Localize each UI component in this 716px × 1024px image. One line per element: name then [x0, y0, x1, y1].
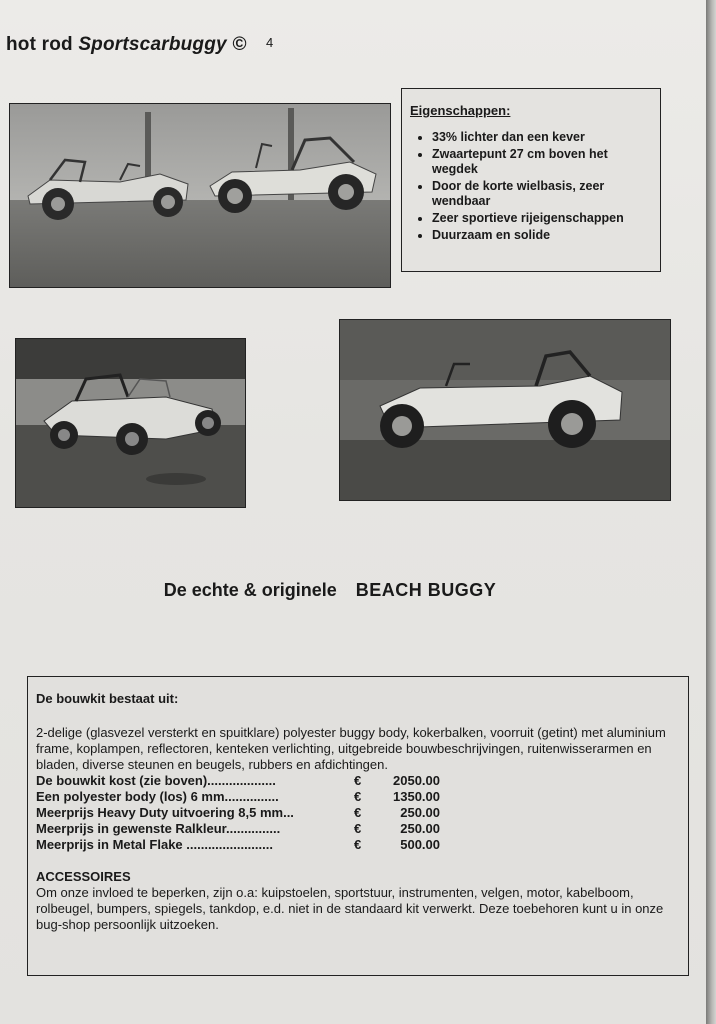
price-row	[36, 837, 440, 853]
properties-box	[401, 88, 661, 272]
properties-list	[410, 130, 652, 243]
property-item: • 33% lichter dan een kever	[432, 130, 652, 145]
price-currency: €	[354, 773, 362, 788]
price-amount: 1350.00	[393, 789, 440, 804]
tagline-lead: De echte & originele	[163, 580, 337, 600]
tagline-product: BEACH BUGGY	[355, 580, 497, 600]
photo-two-buggies	[9, 103, 391, 288]
property-item: • Door de korte wielbasis, zeer wendbaar	[432, 179, 652, 209]
price-row	[36, 789, 440, 805]
header-prefix: hot rod	[6, 34, 73, 55]
price-label: Meerprijs Heavy Duty uitvoering 8,5 mm...	[36, 805, 294, 820]
kit-description: 2-delige (glasvezel versterkt en spuitklare) polyester buggy body, kokerbalken, voorruit (getint) met aluminium frame, koplampen, reflectoren, kenteken verlichting, uitgebreide bouwbeschrijvingen, ruitenwisserarmen en bladen, diverse steunen en beugels, rubbers en afdichtingen.	[36, 725, 666, 772]
price-label: Meerprijs in Metal Flake ........................	[36, 837, 273, 852]
kit-title: De bouwkit bestaat uit:	[36, 691, 179, 706]
price-label: De bouwkit kost (zie boven)...................	[36, 773, 276, 788]
property-item: • Zeer sportieve rijeigenschappen	[432, 211, 652, 226]
page-header	[6, 34, 273, 56]
header-brand: Sportscarbuggy ©	[78, 34, 247, 55]
price-table	[36, 773, 440, 853]
price-label: Een polyester body (los) 6 mm...............	[36, 789, 279, 804]
photo-buggy-side	[339, 319, 671, 501]
kit-contents-box	[27, 676, 689, 976]
price-amount: 500.00	[400, 837, 440, 852]
price-row	[36, 821, 440, 837]
price-amount: 2050.00	[393, 773, 440, 788]
price-label: Meerprijs in gewenste Ralkleur...............	[36, 821, 281, 836]
price-currency: €	[354, 789, 362, 804]
price-currency: €	[354, 821, 362, 836]
accessories-title: ACCESSOIRES	[36, 869, 131, 884]
photo-buggy-front	[15, 338, 246, 508]
page-number: 4	[265, 35, 274, 50]
price-row	[36, 773, 440, 789]
price-currency: €	[354, 805, 362, 820]
property-item: • Duurzaam en solide	[432, 228, 652, 243]
price-currency: €	[354, 837, 362, 852]
product-tagline	[0, 580, 660, 601]
accessories-text: Om onze invloed te beperken, zijn o.a: kuipstoelen, sportstuur, instrumenten, velgen, motor, kabelboom, rolbeugel, bumpers, spiegels, tankdop, e.d. niet in de standaard kit verwerkt. Deze toebehoren kunt u in onze bug-shop persoonlijk uitzoeken.	[36, 885, 664, 932]
property-item: • Zwaartepunt 27 cm boven het wegdek	[432, 147, 652, 177]
price-amount: 250.00	[400, 805, 440, 820]
price-row	[36, 805, 440, 821]
properties-title: Eigenschappen:	[410, 103, 511, 118]
page-edge-shadow	[706, 0, 716, 1024]
price-amount: 250.00	[400, 821, 440, 836]
